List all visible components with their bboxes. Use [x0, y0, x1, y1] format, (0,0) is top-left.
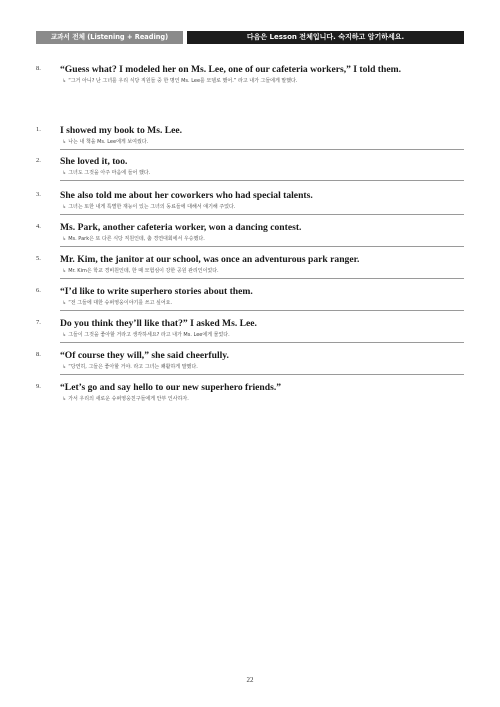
item-number: 1.	[36, 126, 41, 133]
korean-translation	[62, 203, 235, 210]
item-number: 8.	[36, 351, 41, 358]
korean-translation	[62, 235, 205, 242]
item-number: 4.	[36, 223, 41, 230]
return-arrow-icon: ↳	[62, 78, 67, 84]
return-arrow-icon: ↳	[62, 268, 67, 274]
separator-line	[60, 246, 464, 247]
return-arrow-icon: ↳	[62, 396, 67, 402]
korean-translation	[62, 331, 230, 338]
english-sentence: “I’d like to write superhero stories about them.	[60, 286, 253, 297]
english-sentence: She loved it, too.	[60, 156, 128, 167]
english-sentence: Do you think they’ll like that?” I asked Ms. Lee.	[60, 318, 257, 329]
item-number: 8.	[36, 65, 41, 72]
item-number: 5.	[36, 255, 41, 262]
item-number: 7.	[36, 319, 41, 326]
item-number: 9.	[36, 383, 41, 390]
separator-line	[60, 310, 464, 311]
korean-text: “그거 아니? 난 그녀를 우리 식당 직원들 중 한 명인 Ms. Lee를 모델로 했어.” 라고 내가 그들에게 말했다.	[68, 78, 298, 84]
korean-text: 가서 우리의 새로운 슈퍼영웅친구들에게 안부 인사하자.	[68, 396, 189, 402]
separator-line	[60, 374, 464, 375]
korean-translation	[62, 395, 189, 402]
section-label: 교과서 전체 (Listening + Reading)	[36, 31, 183, 44]
separator-line	[60, 214, 464, 215]
korean-text: 그녀도 그것을 아주 마음에 들어 했다.	[68, 170, 151, 176]
korean-text: 나는 내 책을 Ms. Lee에게 보여줬다.	[68, 139, 149, 145]
return-arrow-icon: ↳	[62, 236, 67, 242]
korean-text: 그들이 그것을 좋아할 거라고 생각하세요? 라고 내가 Ms. Lee에게 물었다.	[68, 332, 230, 338]
korean-text: Ms. Park은 또 다른 식당 직원인데, 춤 경연대회에서 우승했다.	[68, 236, 205, 242]
return-arrow-icon: ↳	[62, 170, 67, 176]
separator-line	[60, 342, 464, 343]
separator-line	[60, 278, 464, 279]
korean-translation	[62, 169, 150, 176]
korean-text: 그녀는 또한 내게 특별한 재능이 있는 그녀의 동료들에 대해서 얘기해 주었다.	[68, 204, 236, 210]
korean-text: “당연히, 그들은 좋아할 거야. 라고 그녀는 쾌활하게 말했다.	[68, 364, 198, 370]
korean-text: “전 그들에 대한 슈퍼영웅이야기를 쓰고 싶어요.	[68, 300, 173, 306]
english-sentence: “Of course they will,” she said cheerfully.	[60, 350, 229, 361]
english-sentence: Mr. Kim, the janitor at our school, was once an adventurous park ranger.	[60, 254, 360, 265]
return-arrow-icon: ↳	[62, 364, 67, 370]
page-number: 22	[246, 676, 254, 684]
item-number: 6.	[36, 287, 41, 294]
item-number: 2.	[36, 157, 41, 164]
korean-translation	[62, 77, 297, 84]
korean-translation	[62, 138, 148, 145]
return-arrow-icon: ↳	[62, 332, 67, 338]
korean-translation	[62, 363, 198, 370]
instruction-banner: 다음은 Lesson 전체입니다. 숙지하고 암기하세요.	[187, 31, 464, 44]
return-arrow-icon: ↳	[62, 300, 67, 306]
korean-translation	[62, 267, 219, 274]
separator-line	[60, 180, 464, 181]
korean-text: Mr. Kim은 학교 경비원인데, 한 때 모험심이 강한 공원 관리인이었다.	[68, 268, 219, 274]
return-arrow-icon: ↳	[62, 204, 67, 210]
english-sentence: “Let’s go and say hello to our new superhero friends.”	[60, 382, 282, 393]
return-arrow-icon: ↳	[62, 139, 67, 145]
separator-line	[60, 149, 464, 150]
english-sentence: Ms. Park, another cafeteria worker, won a dancing contest.	[60, 222, 302, 233]
english-sentence: She also told me about her coworkers who had special talents.	[60, 190, 313, 201]
english-sentence: I showed my book to Ms. Lee.	[60, 125, 183, 136]
korean-translation	[62, 299, 172, 306]
item-number: 3.	[36, 191, 41, 198]
english-sentence: “Guess what? I modeled her on Ms. Lee, one of our cafeteria workers,” I told them.	[60, 64, 401, 75]
